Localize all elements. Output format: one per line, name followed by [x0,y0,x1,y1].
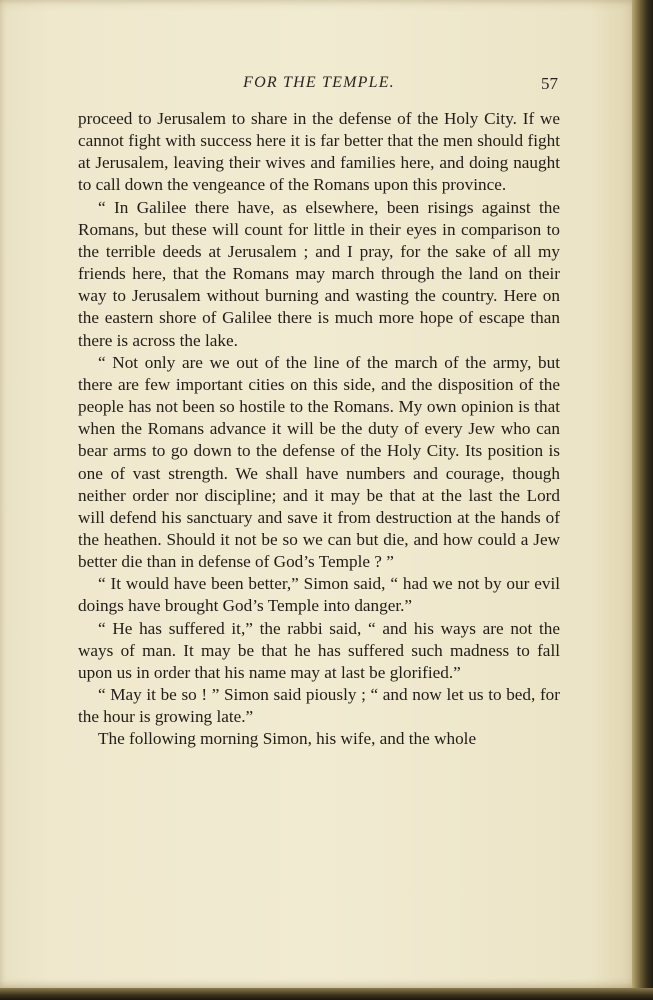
running-title: FOR THE TEMPLE. [243,74,395,91]
paragraph: “ It would have been better,” Simon said, “ had we not by our evil doings have brought God’s Temple into danger.” [78,574,560,616]
book-edge-bottom [0,988,653,1000]
paragraph: “ In Galilee there have, as elsewhere, been risings against the Romans, but these will count for little in their eyes in comparison to the terrible deeds at Jerusalem ; and I pray, for the sake of all my friends here, that the Romans may march through the land on their way to Jerusalem without burning and wasting the country. Here on the eastern shore of Galilee there is much more hope of escape than there is across the lake. [78,197,560,350]
book-edge-right [632,0,653,1000]
paragraph: “ May it be so ! ” Simon said piously ; “ and now let us to bed, for the hour is growing late.” [78,685,560,727]
page-number: 57 [541,74,558,93]
paragraph: “ He has suffered it,” the rabbi said, “ and his ways are not the ways of man. It may be that he has suffered such madness to fall upon us in order that his name may at last be glorified.” [78,618,560,682]
paragraph-continuation: proceed to Jerusalem to share in the defense of the Holy City. If we cannot fight with success here it is far better that the men should fight at Jerusalem, leaving their wives and families here, and doing naught to call down the vengeance of the Romans upon this province. [78,109,560,195]
page-header [78,74,560,98]
paragraph: The following morning Simon, his wife, and the whole [98,729,477,749]
body-text [78,108,560,751]
paragraph: “ Not only are we out of the line of the march of the army, but there are few important cities on this side, and the disposition of the people has not been so hostile to the Romans. My own opinion is that when the Romans advance it will be the duty of every Jew who can bear arms to go down to the defense of the Holy City. Its position is one of vast strength. We shall have numbers and courage, though neither order nor discipline; and it may be that at the last the Lord will defend his sanctuary and save it from destruction at the hands of the heathen. Should it not be so we can but die, and how could a Jew better die than in defense of God’s Temple ? ” [78,352,560,572]
